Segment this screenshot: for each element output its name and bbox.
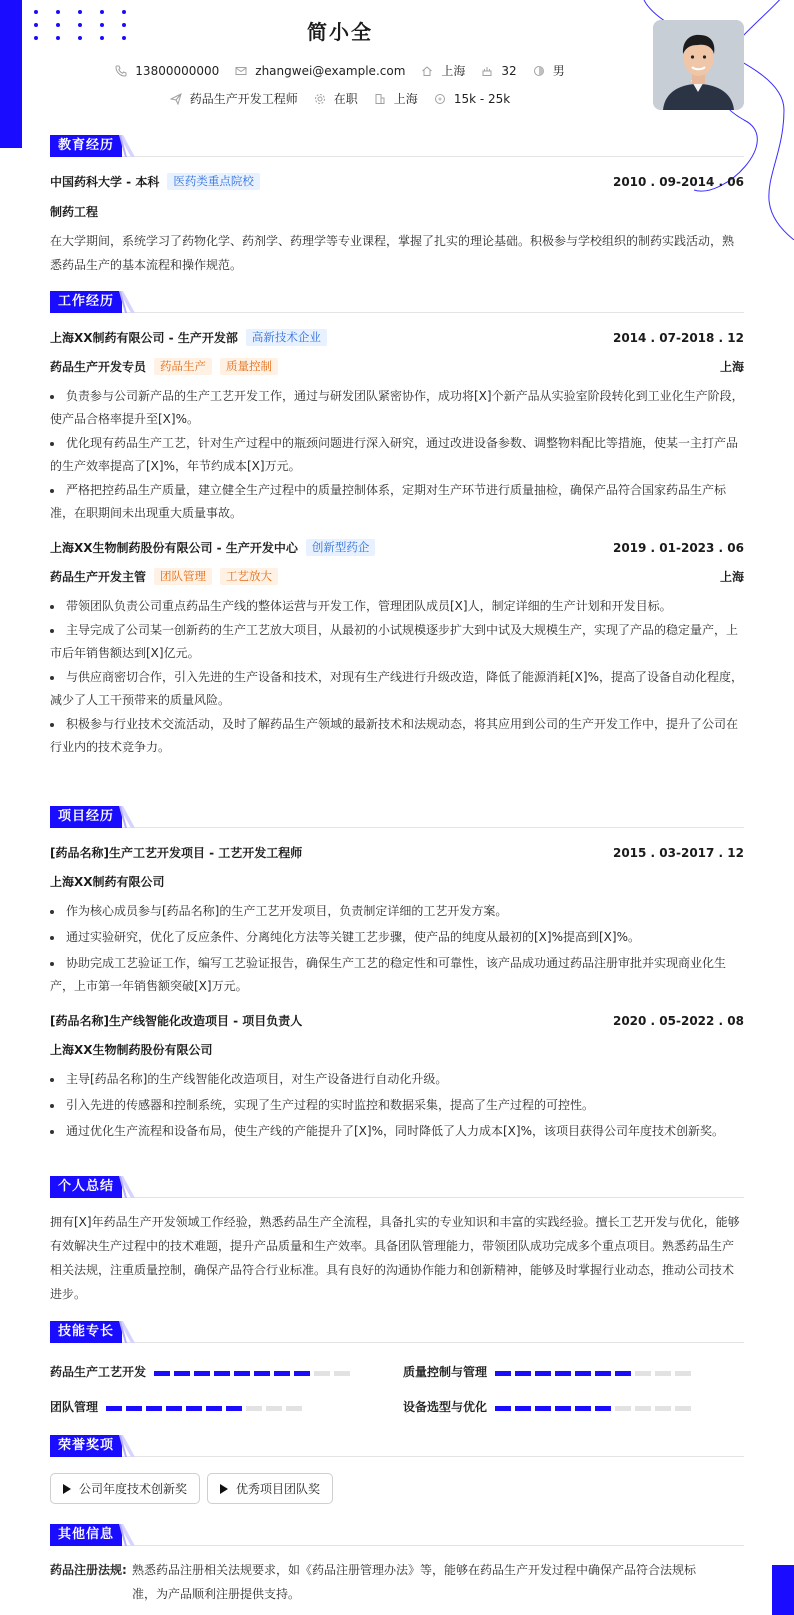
school-tag: 医药类重点院校 (167, 173, 260, 190)
company-tag: 创新型药企 (306, 539, 376, 556)
gender-icon (533, 65, 545, 77)
skill-name: 团队管理 (50, 1400, 99, 1414)
job-bullet (50, 595, 744, 618)
gender-value: 男 (552, 64, 565, 78)
other-section (50, 1524, 744, 1601)
job-bullet-text: 严格把控药品生产质量，建立健全生产过程中的质量控制体系，定期对生产环节进行质量抽检，确保产品符合国家药品生产标准，在职期间未出现重大质量事故。 (50, 483, 727, 520)
skill-segment-empty (286, 1406, 302, 1411)
section-header (50, 806, 744, 828)
major-row (50, 203, 744, 220)
skill-segment-filled (174, 1371, 190, 1376)
project-bullet-text: 引入先进的传感器和控制系统，实现了生产过程的实时监控和数据采集，提高了生产过程的可控性。 (66, 1098, 595, 1112)
phone-info (115, 64, 219, 78)
skill-segment-filled (555, 1406, 571, 1411)
skill-segment-empty (334, 1371, 350, 1376)
award-item (50, 1473, 200, 1504)
skill-segment-empty (675, 1406, 691, 1411)
skill-segment-filled (126, 1406, 142, 1411)
section-title: 个人总结 (50, 1176, 122, 1198)
skill-item (50, 1398, 306, 1415)
status-info (314, 90, 358, 107)
section-header (50, 135, 744, 157)
project-bullet-text: 通过实验研究，优化了反应条件、分离纯化方法等关键工艺步骤，使产品的纯度从最初的[X]%提高到[X]%。 (66, 930, 640, 944)
education-row (50, 173, 744, 190)
job-bullet (50, 385, 744, 431)
triangle-icon (63, 1484, 71, 1494)
location-value: 上海 (441, 64, 466, 78)
skill-segment-filled (106, 1406, 122, 1411)
age-info (481, 64, 516, 78)
skill-segment-empty (615, 1406, 631, 1411)
avatar (653, 20, 744, 110)
skills-section (50, 1321, 744, 1414)
job-period: 2019 . 01-2023 . 06 (612, 540, 744, 555)
project-company-row (50, 873, 744, 890)
section-header (50, 1176, 744, 1198)
job-bullet (50, 619, 744, 665)
project-row (50, 1012, 744, 1029)
skill-item (403, 1398, 695, 1415)
skill-segment-empty (314, 1371, 330, 1376)
phone-value: 13800000000 (135, 63, 220, 78)
section-tail-decoration (119, 135, 135, 157)
major: 制药工程 (50, 205, 99, 219)
bottom-accent-bar (772, 1565, 794, 1615)
building-icon (374, 93, 386, 105)
section-title: 工作经历 (50, 291, 122, 313)
award-name: 公司年度技术创新奖 (79, 1482, 188, 1496)
job-tag: 团队管理 (154, 568, 212, 585)
job-bullet-text: 带领团队负责公司重点药品生产线的整体运营与开发工作，管理团队成员[X]人，制定详细的生产计划和开发目标。 (66, 599, 672, 613)
salary-info (434, 92, 510, 106)
job-bullet-text: 与供应商密切合作，引入先进的生产设备和技术，对现有生产线进行升级改造，降低了能源消耗[X]%，提高了设备自动化程度，减少了人工干预带来的质量风险。 (50, 670, 743, 707)
section-header (50, 1524, 744, 1546)
job-bullet (50, 479, 744, 525)
project-company: 上海XX制药有限公司 (50, 875, 165, 889)
job-position-row (50, 568, 744, 585)
job-bullet (50, 666, 744, 712)
skill-segment-empty (266, 1406, 282, 1411)
project-bullet (50, 900, 744, 923)
skill-level-bar (106, 1400, 306, 1414)
skill-segment-filled (206, 1406, 222, 1411)
skill-level-bar (495, 1365, 695, 1379)
project-bullet (50, 1120, 744, 1143)
skill-segment-filled (555, 1371, 571, 1376)
section-title: 技能专长 (50, 1321, 122, 1343)
status-value: 在职 (333, 92, 358, 106)
skill-item (50, 1363, 354, 1380)
skill-segment-filled (274, 1371, 290, 1376)
section-header (50, 1321, 744, 1343)
position-value: 药品生产开发工程师 (189, 92, 298, 106)
job-bullet-text: 负责参与公司新产品的生产工艺开发工作，通过与研发团队紧密协作，成功将[X]个新产品从实验室阶段转化到工业化生产阶段，使产品合格率提升至[X]%。 (50, 389, 744, 426)
skill-segment-empty (635, 1406, 651, 1411)
awards-section (50, 1435, 744, 1496)
contact-row (0, 62, 680, 79)
cake-icon (481, 65, 493, 77)
section-title: 项目经历 (50, 806, 122, 828)
skill-segment-empty (655, 1406, 671, 1411)
skill-segment-empty (675, 1371, 691, 1376)
send-icon (170, 93, 182, 105)
gear-icon (314, 93, 326, 105)
job-period: 2014 . 07-2018 . 12 (612, 330, 744, 345)
project-company: 上海XX生物制药股份有限公司 (50, 1043, 213, 1057)
skill-segment-filled (535, 1371, 551, 1376)
other-text: 熟悉药品注册相关法规要求，如《药品注册管理办法》等，能够在药品生产开发过程中确保产品符合法规标准，为产品顺利注册提供支持。 (132, 1563, 697, 1601)
skill-segment-filled (166, 1406, 182, 1411)
award-name: 优秀项目团队奖 (236, 1482, 321, 1496)
salary-value: 15k - 25k (453, 91, 511, 106)
skill-segment-filled (254, 1371, 270, 1376)
email-info (235, 64, 405, 78)
skill-segment-filled (595, 1371, 611, 1376)
section-header (50, 291, 744, 313)
location-info (421, 62, 465, 79)
job-company-row (50, 539, 744, 556)
email-value: zhangwei@example.com (255, 63, 406, 78)
skill-segment-filled (535, 1406, 551, 1411)
skill-segment-filled (595, 1406, 611, 1411)
other-label: 药品注册法规: (50, 1563, 127, 1577)
summary-text: 拥有[X]年药品生产开发领域工作经验，熟悉药品生产全流程，具备扎实的专业知识和丰富的实践经验。擅长工艺开发与优化，能够有效解决生产过程中的技术难题，提升产品质量和生产效率。具备团队管理能力，带领团队成功完成多个重点项目。熟悉药品生产相关法规，注重质量控制，确保产品符合行业标准。具有良好的沟通协作能力和创新精神，能够及时掌握行业动态，推动公司技术进步。 (50, 1215, 740, 1301)
skill-segment-empty (246, 1406, 262, 1411)
skill-segment-empty (655, 1371, 671, 1376)
work-section (50, 291, 744, 754)
section-title: 其他信息 (50, 1524, 122, 1546)
company-tag: 高新技术企业 (246, 329, 327, 346)
skill-level-bar (495, 1400, 695, 1414)
section-title: 荣誉奖项 (50, 1435, 122, 1457)
project-bullet-text: 作为核心成员参与[药品名称]的生产工艺开发项目，负责制定详细的工艺开发方案。 (66, 904, 508, 918)
project-period: 2020 . 05-2022 . 08 (612, 1013, 744, 1028)
project-bullet-text: 协助完成工艺验证工作，编写工艺验证报告，确保生产工艺的稳定性和可靠性，该产品成功通过药品注册审批并实现商业化生产，上市第一年销售额突破[X]万元。 (50, 956, 727, 993)
skill-name: 设备选型与优化 (403, 1400, 488, 1414)
job-position: 药品生产开发主管 (50, 570, 147, 584)
school-name: 中国药科大学 - 本科 (50, 175, 160, 189)
job-bullet (50, 713, 744, 759)
skill-segment-filled (515, 1371, 531, 1376)
project-bullet (50, 926, 744, 949)
awards-list (50, 1473, 744, 1505)
skill-name: 药品生产工艺开发 (50, 1365, 147, 1379)
job-city: 上海 (719, 360, 744, 374)
city-info (374, 90, 418, 107)
company-name: 上海XX生物制药股份有限公司 - 生产开发中心 (50, 541, 298, 555)
education-period: 2010 . 09-2014 . 06 (612, 174, 744, 189)
skill-level-bar (154, 1365, 354, 1379)
project-bullet-text: 通过优化生产流程和设备布局，使生产线的产能提升了[X]%，同时降低了人力成本[X]%，该项目获得公司年度技术创新奖。 (66, 1124, 724, 1138)
project-row (50, 844, 744, 861)
home-icon (421, 65, 433, 77)
section-tail-decoration (119, 1321, 135, 1343)
skill-segment-filled (575, 1406, 591, 1411)
skill-segment-empty (635, 1371, 651, 1376)
skill-segment-filled (234, 1371, 250, 1376)
phone-icon (115, 65, 127, 77)
company-name: 上海XX制药有限公司 - 生产开发部 (50, 331, 238, 345)
job-bullet-text: 积极参与行业技术交流活动，及时了解药品生产领域的最新技术和法规动态，将其应用到公司的生产开发工作中，提升了公司在行业内的技术竞争力。 (50, 717, 739, 754)
skill-name: 质量控制与管理 (403, 1365, 488, 1379)
education-section (50, 135, 744, 272)
job-tag: 药品生产 (154, 358, 212, 375)
skill-segment-filled (294, 1371, 310, 1376)
city-value: 上海 (393, 92, 418, 106)
section-header (50, 1435, 744, 1457)
section-tail-decoration (119, 1176, 135, 1198)
candidate-name: 简小全 (307, 20, 373, 44)
project-bullet (50, 1094, 744, 1117)
section-tail-decoration (119, 291, 135, 313)
job-tag: 工艺放大 (220, 568, 278, 585)
other-info-row (50, 1558, 710, 1606)
job-position-row (50, 358, 744, 375)
triangle-icon (220, 1484, 228, 1494)
coin-icon (434, 93, 446, 105)
project-bullet-text: 主导[药品名称]的生产线智能化改造项目，对生产设备进行自动化升级。 (66, 1072, 448, 1086)
mail-icon (235, 65, 247, 77)
job-position: 药品生产开发专员 (50, 360, 147, 374)
skill-segment-filled (214, 1371, 230, 1376)
skill-segment-filled (615, 1371, 631, 1376)
section-tail-decoration (119, 1524, 135, 1546)
gender-info (533, 62, 565, 79)
section-tail-decoration (119, 806, 135, 828)
job-bullet-text: 主导完成了公司某一创新药的生产工艺放大项目，从最初的小试规模逐步扩大到中试及大规模生产，实现了产品的稳定量产，上市后年销售额达到[X]亿元。 (50, 623, 739, 660)
skill-segment-filled (515, 1406, 531, 1411)
job-bullet (50, 432, 744, 478)
section-tail-decoration (119, 1435, 135, 1457)
avatar-illustration (653, 20, 744, 110)
position-info (170, 90, 298, 107)
skill-segment-filled (186, 1406, 202, 1411)
skill-segment-filled (154, 1371, 170, 1376)
skill-item (403, 1363, 695, 1380)
skill-segment-filled (495, 1371, 511, 1376)
projects-section (50, 806, 744, 1138)
project-name: [药品名称]生产线智能化改造项目 - 项目负责人 (50, 1014, 303, 1028)
award-item (207, 1473, 333, 1504)
job-intent-row (0, 90, 680, 107)
skill-segment-filled (226, 1406, 242, 1411)
skill-segment-filled (194, 1371, 210, 1376)
job-tag: 质量控制 (220, 358, 278, 375)
project-bullet (50, 952, 744, 998)
project-company-row (50, 1041, 744, 1058)
job-company-row (50, 329, 744, 346)
age-value: 32 (501, 63, 517, 78)
project-bullet (50, 1068, 744, 1091)
project-name: [药品名称]生产工艺开发项目 - 工艺开发工程师 (50, 846, 303, 860)
job-bullet-text: 优化现有药品生产工艺，针对生产过程中的瓶颈问题进行深入研究，通过改进设备参数、调整物料配比等措施，使某一主打产品的生产效率提高了[X]%，年节约成本[X]万元。 (50, 436, 739, 473)
skill-segment-filled (146, 1406, 162, 1411)
job-city: 上海 (719, 570, 744, 584)
skill-segment-filled (575, 1371, 591, 1376)
education-description: 在大学期间，系统学习了药物化学、药剂学、药理学等专业课程，掌握了扎实的理论基础。积极参与学校组织的制药实践活动，熟悉药品生产的基本流程和操作规范。 (50, 234, 735, 272)
summary-section (50, 1176, 744, 1301)
skill-segment-filled (495, 1406, 511, 1411)
section-title: 教育经历 (50, 135, 122, 157)
project-period: 2015 . 03-2017 . 12 (612, 845, 744, 860)
